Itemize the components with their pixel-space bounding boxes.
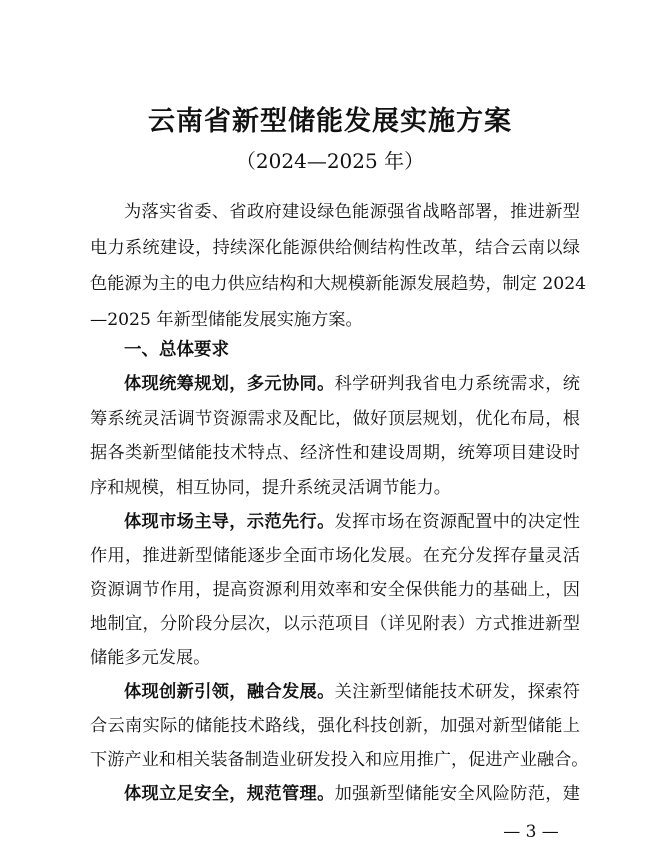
paragraph-3-line-3: 下游产业和相关装备制造业研发投入和应用推广，促进产业融合。	[90, 750, 589, 770]
intro-line-4: —2025 年新型储能发展实施方案。	[90, 310, 363, 330]
paragraph-4-line-1	[124, 780, 580, 808]
section-heading-general-requirements: 一、总体要求	[124, 340, 229, 360]
paragraph-1-text: 科学研判我省电力系统需求，统	[334, 374, 580, 394]
paragraph-1-line-1	[124, 370, 580, 398]
paragraph-2-line-3: 资源调节作用，提高资源利用效率和安全保供能力的基础上，因	[90, 580, 580, 600]
intro-line-1: 为落实省委、省政府建设绿色能源强省战略部署，推进新型	[124, 202, 580, 222]
paragraph-2-line-1	[124, 508, 580, 536]
paragraph-3-lead: 体现创新引领，融合发展。	[124, 682, 335, 702]
paragraph-1-lead: 体现统筹规划，多元协同。	[124, 374, 335, 394]
paragraph-1-line-2: 筹系统灵活调节资源需求及配比，做好顶层规划，优化布局，根	[90, 409, 580, 429]
paragraph-1-line-3: 据各类新型储能技术特点、经济性和建设周期，统筹项目建设时	[90, 443, 580, 463]
page-number: — 3 —	[503, 822, 559, 842]
paragraph-4-text: 加强新型储能安全风险防范，建	[334, 784, 580, 804]
paragraph-2-line-4: 地制宜，分阶段分层次，以示范项目（详见附表）方式推进新型	[90, 614, 580, 634]
paragraph-2-line-2: 作用，推进新型储能逐步全面市场化发展。在充分发挥存量灵活	[90, 546, 580, 566]
paragraph-3-line-2: 合云南实际的储能技术路线，强化科技创新，加强对新型储能上	[90, 716, 580, 736]
paragraph-3-text: 关注新型储能技术研发，探索符	[334, 682, 580, 702]
intro-line-3: 色能源为主的电力供应结构和大规模新能源发展趋势，制定 2024	[90, 274, 587, 294]
intro-line-2: 电力系统建设，持续深化能源供给侧结构性改革，结合云南以绿	[90, 238, 580, 258]
paragraph-1-line-4: 序和规模，相互协同，提升系统灵活调节能力。	[90, 478, 451, 498]
paragraph-2-line-5: 储能多元发展。	[90, 648, 211, 668]
paragraph-2-text: 发挥市场在资源配置中的决定性	[334, 512, 580, 532]
document-subtitle: （2024—2025 年）	[235, 149, 425, 173]
document-title: 云南省新型储能发展实施方案	[148, 106, 512, 137]
paragraph-2-lead: 体现市场主导，示范先行。	[124, 512, 335, 532]
paragraph-4-lead: 体现立足安全，规范管理。	[124, 784, 335, 804]
paragraph-3-line-1	[124, 678, 580, 706]
